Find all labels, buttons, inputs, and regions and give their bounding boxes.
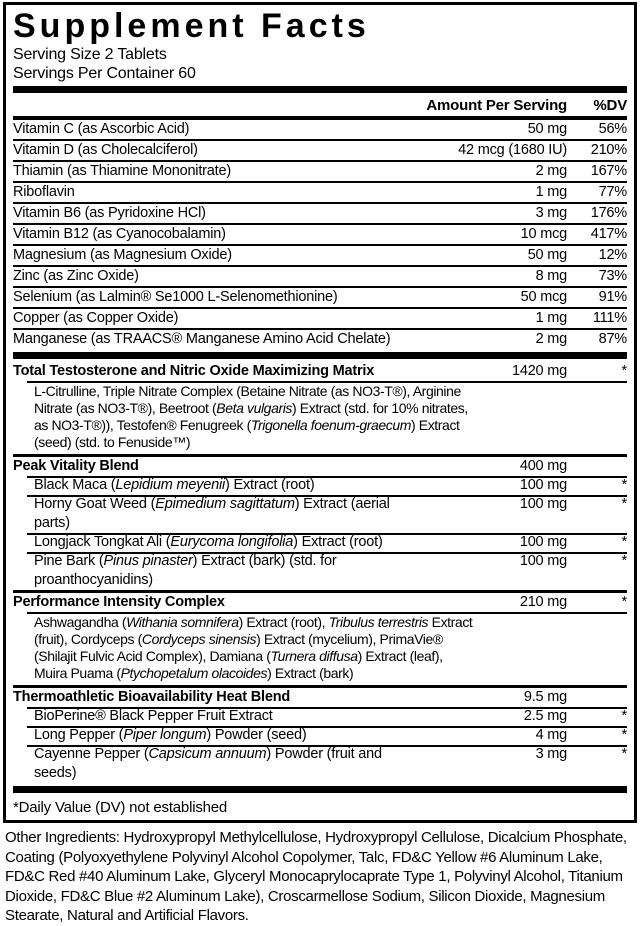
nutrient-amount: 8 mg: [535, 268, 567, 284]
blend-item-name: Horny Goat Weed (Epimedium sagittatum) Extract (aerial parts): [34, 496, 390, 531]
nutrient-row-selenium: [13, 286, 627, 307]
blend-name: Thermoathletic Bioavailability Heat Blend: [13, 689, 291, 705]
divider-thick-blends: [13, 352, 627, 359]
blend-item-name: BioPerine® Black Pepper Fruit Extract: [34, 708, 273, 724]
nutrient-name: Copper (as Copper Oxide): [13, 310, 179, 326]
nutrient-row-copper: [13, 307, 627, 328]
nutrient-row-magnesium: [13, 244, 627, 265]
blend-item-bioperine: [13, 707, 627, 726]
nutrient-name: Vitamin D (as Cholecalciferol): [13, 142, 198, 158]
blend-item-long-pepper: [13, 726, 627, 745]
blend-item-dv: *: [621, 746, 627, 762]
nutrient-amount: 42 mcg (1680 IU): [458, 142, 567, 158]
blend-testosterone-matrix: [13, 362, 627, 454]
blend-item-dv: *: [621, 553, 627, 569]
blend-item-cayenne-pepper: [13, 745, 627, 783]
blend-item-pine-bark: [13, 552, 627, 590]
nutrient-name: Selenium (as Lalmin® Se1000 L-Selenomethionine): [13, 289, 338, 305]
blend-amount: 9.5 mg: [523, 689, 567, 705]
nutrient-row-riboflavin: [13, 181, 627, 202]
blend-amount: 210 mg: [519, 594, 567, 610]
blend-item-dv: *: [621, 708, 627, 724]
column-header-row: [13, 96, 627, 116]
nutrient-row-vitamin-b6: [13, 202, 627, 223]
nutrient-dv: 12%: [598, 247, 627, 263]
nutrient-row-thiamin: [13, 160, 627, 181]
blend-header-row: [13, 688, 627, 707]
blend-name: Peak Vitality Blend: [13, 458, 139, 474]
nutrient-name: Vitamin B12 (as Cyanocobalamin): [13, 226, 226, 242]
blend-header-row: [13, 362, 627, 381]
blend-item-name: Longjack Tongkat Ali (Eurycoma longifolia) Extract (root): [34, 534, 383, 550]
other-ingredients-text: Other Ingredients: Hydroxypropyl Methylcellulose, Hydroxypropyl Cellulose, Dicalcium Phosphate, Coating (Polyoxyethylene Polyvinyl Alcohol Copolymer, Talc, FD&C Yellow #6 Aluminum Lake, FD&C Red #40 Aluminum Lake, Glyceryl Monocaprylocaprate Type 1, Polyvinyl Alcohol, Titanium Dioxide, FD&C Blue #2 Aluminum Lake), Croscarmellose Sodium, Silicon Dioxide, Magnesium Stearate, Natural and Artificial Flavors.: [5, 829, 627, 924]
blend-amount: 400 mg: [519, 458, 567, 474]
divider-thick-top: [13, 86, 627, 93]
servings-per-container-text: Servings Per Container 60: [13, 65, 196, 82]
blend-item-horny-goat-weed: [13, 495, 627, 533]
nutrient-row-vitamin-c: [13, 120, 627, 139]
daily-value-footnote: *Daily Value (DV) not established: [13, 799, 228, 816]
blend-description: Ashwagandha (Withania somnifera) Extract (root), Tribulus terrestris Extract (fruit), Cordyceps (Cordyceps sinensis) Extract (mycelium), PrimaVie® (Shilajit Fulvic Acid Complex), Damiana (Turnera diffusa) Extract (leaf), Muira Puama (Ptychopetalum olacoides) Extract (bark): [13, 612, 627, 685]
blend-dv: *: [621, 363, 627, 379]
blend-item-amount: 3 mg: [535, 746, 567, 762]
blend-item-amount: 4 mg: [535, 727, 567, 743]
column-header-amount: Amount Per Serving: [426, 97, 567, 114]
blend-item-amount: 2.5 mg: [523, 708, 567, 724]
blend-item-black-maca: [13, 476, 627, 495]
nutrient-dv: 210%: [590, 142, 627, 158]
blend-amount: 1420 mg: [511, 363, 567, 379]
supplement-facts-panel: [3, 2, 637, 823]
nutrient-row-vitamin-b12: [13, 223, 627, 244]
nutrient-name: Magnesium (as Magnesium Oxide): [13, 247, 232, 263]
column-header-dv: %DV: [593, 97, 627, 114]
nutrient-amount: 3 mg: [535, 205, 567, 221]
blend-item-dv: *: [621, 496, 627, 512]
blend-header-row: [13, 593, 627, 612]
nutrient-name: Vitamin C (as Ascorbic Acid): [13, 121, 190, 137]
nutrient-amount: 50 mg: [527, 247, 567, 263]
blend-item-name: Black Maca (Lepidium meyenii) Extract (root): [34, 477, 315, 493]
blend-item-name: Cayenne Pepper (Capsicum annuum) Powder (fruit and seeds): [34, 746, 382, 781]
nutrient-dv: 176%: [590, 205, 627, 221]
nutrient-dv: 167%: [590, 163, 627, 179]
nutrient-row-manganese: [13, 328, 627, 349]
blend-item-dv: *: [621, 477, 627, 493]
nutrient-amount: 10 mcg: [520, 226, 567, 242]
nutrient-dv: 91%: [598, 289, 627, 305]
blend-item-amount: 100 mg: [519, 496, 567, 512]
nutrient-amount: 2 mg: [535, 163, 567, 179]
nutrient-amount: 1 mg: [535, 184, 567, 200]
nutrient-name: Manganese (as TRAACS® Manganese Amino Acid Chelate): [13, 331, 391, 347]
panel-title: Supplement Facts: [13, 7, 370, 45]
serving-size-text: Serving Size 2 Tablets: [13, 46, 167, 63]
nutrient-dv: 73%: [598, 268, 627, 284]
nutrient-amount: 50 mg: [527, 121, 567, 137]
nutrient-row-vitamin-d: [13, 139, 627, 160]
blend-thermoathletic: [13, 685, 627, 783]
blend-item-amount: 100 mg: [519, 534, 567, 550]
blend-item-name: Long Pepper (Piper longum) Powder (seed): [34, 727, 307, 743]
nutrient-name: Thiamin (as Thiamine Mononitrate): [13, 163, 231, 179]
nutrient-dv: 111%: [592, 310, 627, 326]
nutrient-amount: 2 mg: [535, 331, 567, 347]
blend-item-dv: *: [621, 727, 627, 743]
nutrient-dv: 417%: [590, 226, 627, 242]
blend-dv: *: [621, 594, 627, 610]
blend-name: Performance Intensity Complex: [13, 594, 225, 610]
blend-item-name: Pine Bark (Pinus pinaster) Extract (bark) (std. for proanthocyanidins): [34, 553, 337, 588]
blend-item-dv: *: [621, 534, 627, 550]
nutrient-name: Riboflavin: [13, 184, 75, 200]
nutrient-amount: 1 mg: [535, 310, 567, 326]
nutrient-dv: 87%: [598, 331, 627, 347]
blend-name: Total Testosterone and Nitric Oxide Maximizing Matrix: [13, 363, 375, 379]
nutrient-dv: 56%: [598, 121, 627, 137]
blend-description: L-Citrulline, Triple Nitrate Complex (Betaine Nitrate (as NO3-T®), Arginine Nitrate (as NO3-T®), Beetroot (Beta vulgaris) Extract (std. for 10% nitrates, as NO3-T®)), Testofen® Fenugreek (Trigonella foenum-graecum) Extract (seed) (std. to Fenuside™): [13, 381, 627, 454]
nutrient-dv: 77%: [598, 184, 627, 200]
nutrient-table: [13, 120, 627, 349]
nutrient-row-zinc: [13, 265, 627, 286]
divider-thick-bottom: [13, 786, 627, 793]
blend-item-amount: 100 mg: [519, 553, 567, 569]
nutrient-name: Zinc (as Zinc Oxide): [13, 268, 139, 284]
blend-item-longjack: [13, 533, 627, 552]
blend-peak-vitality: [13, 454, 627, 590]
blend-header-row: [13, 457, 627, 476]
blend-performance-intensity: [13, 590, 627, 685]
nutrient-name: Vitamin B6 (as Pyridoxine HCl): [13, 205, 206, 221]
nutrient-amount: 50 mcg: [520, 289, 567, 305]
blend-item-amount: 100 mg: [519, 477, 567, 493]
